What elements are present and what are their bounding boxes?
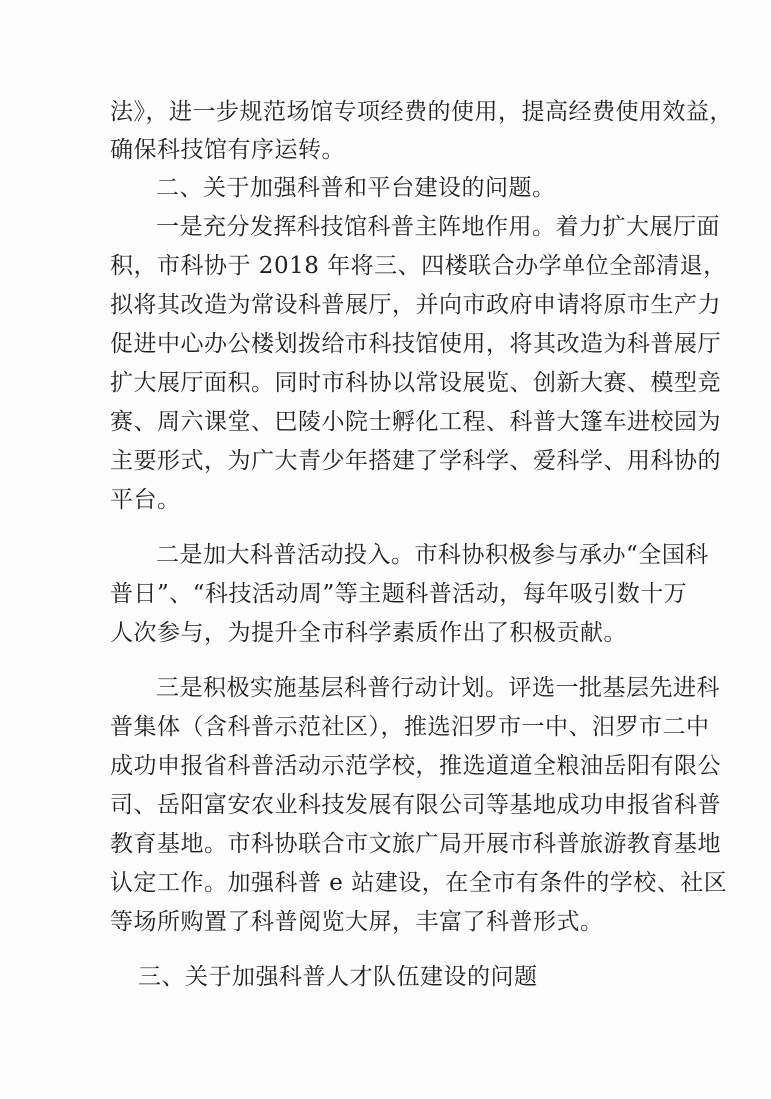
paragraph-line: 拟将其改造为常设科普展厅，并向市政府申请将原市生产力 (110, 292, 721, 318)
paragraph-line: 三是积极实施基层科普行动计划。评选一批基层先进科 (156, 675, 720, 701)
paragraph-line: 教育基地。市科协联合市文旅广局开展市科普旅游教育基地 (110, 831, 721, 857)
paragraph-line: 赛、周六课堂、巴陵小院士孵化工程、科普大篷车进校园为 (110, 409, 721, 435)
paragraph-line: 等场所购置了科普阅览大屏，丰富了科普形式。 (110, 909, 604, 935)
paragraph-line: 普日”、“科技活动周”等主题科普活动，每年吸引数十万 (110, 581, 688, 607)
paragraph-line: 主要形式，为广大青少年搭建了学科学、爱科学、用科协的 (110, 448, 721, 474)
paragraph-line: 法》，进一步规范场馆专项经费的使用，提高经费使用效益， (110, 99, 733, 125)
paragraph-line: 普集体（含科普示范社区），推选汨罗市一中、汨罗市二中 (110, 714, 710, 740)
paragraph-line: 认定工作。加强科普 e 站建设，在全市有条件的学校、社区 (110, 870, 728, 896)
paragraph-line: 确保科技馆有序运转。 (110, 137, 345, 163)
paragraph-line: 平台。 (110, 487, 181, 513)
section-heading: 二、关于加强科普和平台建设的问题。 (156, 175, 556, 201)
paragraph-line: 成功申报省科普活动示范学校，推选道道全粮油岳阳有限公 (110, 753, 721, 779)
paragraph-line: 人次参与，为提升全市科学素质作出了积极贡献。 (110, 620, 627, 646)
paragraph-line: 一是充分发挥科技馆科普主阵地作用。着力扩大展厅面 (156, 214, 720, 240)
paragraph-line: 扩大展厅面积。同时市科协以常设展览、创新大赛、模型竞 (110, 370, 721, 396)
section-heading: 三、关于加强科普人才队伍建设的问题 (138, 964, 538, 990)
paragraph-line: 二是加大科普活动投入。市科协积极参与承办“全国科 (156, 542, 709, 568)
paragraph-line: 促进中心办公楼划拨给市科技馆使用，将其改造为科普展厅 (110, 331, 721, 357)
paragraph-line: 司、岳阳富安农业科技发展有限公司等基地成功申报省科普 (110, 792, 721, 818)
paragraph-line: 积，市科协于 2018 年将三、四楼联合办学单位全部清退， (110, 253, 727, 279)
